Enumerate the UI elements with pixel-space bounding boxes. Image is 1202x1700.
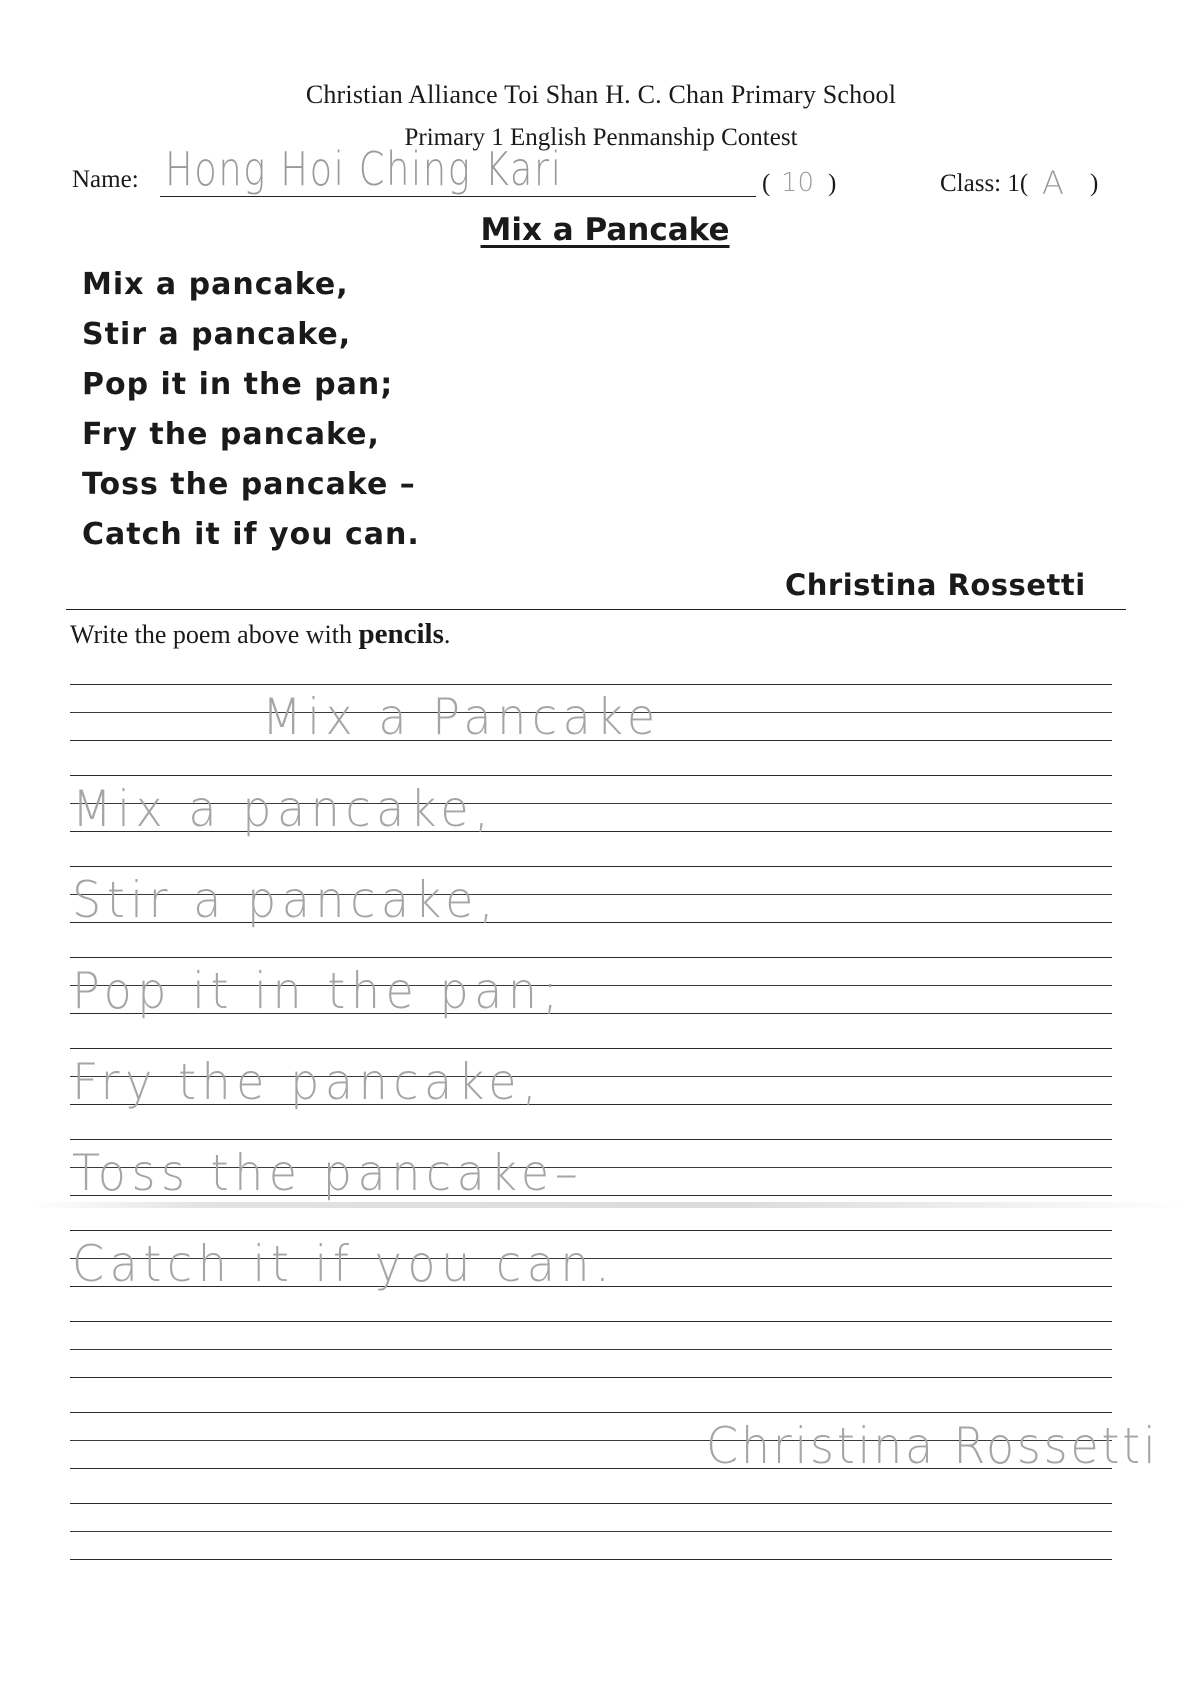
school-name: Christian Alliance Toi Shan H. C. Chan Primary School	[305, 80, 897, 109]
writing-rule	[70, 1377, 1112, 1378]
poem-line: Fry the pancake,	[82, 417, 380, 452]
writing-rule	[70, 1503, 1112, 1504]
poem-title: Mix a Pancake	[480, 212, 730, 248]
writing-rule	[70, 1559, 1112, 1560]
handwritten-title: Mix a Pancake	[262, 688, 661, 746]
writing-rule	[70, 1048, 1112, 1049]
poem-line: Toss the pancake –	[82, 467, 416, 502]
writing-rule	[70, 1321, 1112, 1322]
writing-rule	[70, 775, 1112, 776]
class-number-open: (	[762, 170, 771, 197]
writing-rule	[70, 957, 1112, 958]
class-number-close: )	[828, 170, 837, 197]
handwritten-line: Catch it if you can.	[72, 1235, 616, 1293]
name-label: Name:	[72, 166, 139, 193]
writing-rule	[70, 866, 1112, 867]
class-number-handwritten: 10	[781, 168, 815, 198]
handwritten-line: Stir a pancake,	[72, 871, 500, 929]
handwritten-line: Mix a pancake,	[72, 780, 495, 838]
class-handwritten: A	[1042, 164, 1064, 202]
student-name-handwritten: Hong Hoi Ching Kari	[165, 142, 563, 196]
poem-line: Mix a pancake,	[82, 267, 349, 302]
writing-rule	[70, 1139, 1112, 1140]
paper-smudge	[30, 1202, 1190, 1208]
writing-rule	[70, 1531, 1112, 1532]
writing-rule	[70, 1230, 1112, 1231]
handwritten-line: Pop it in the pan;	[72, 962, 564, 1020]
class-close: )	[1090, 170, 1099, 197]
writing-rule	[70, 1412, 1112, 1413]
writing-rule	[70, 1349, 1112, 1350]
instruction-end: .	[443, 620, 451, 649]
contest-title: Primary 1 English Penmanship Contest	[404, 124, 798, 151]
handwritten-author: Christina Rossetti	[706, 1417, 1159, 1475]
poem-line: Stir a pancake,	[82, 317, 352, 352]
class-label: Class: 1(	[940, 170, 1029, 197]
writing-rule	[70, 684, 1112, 685]
poem-line: Catch it if you can.	[82, 517, 420, 552]
handwritten-line: Fry the pancake,	[72, 1053, 543, 1111]
poem-line: Pop it in the pan;	[82, 367, 394, 402]
handwritten-line: Toss the pancake–	[72, 1144, 584, 1202]
instruction-emphasis: pencils	[358, 618, 444, 650]
poem-author: Christina Rossetti	[785, 568, 1086, 602]
instruction-text: Write the poem above with	[70, 620, 359, 649]
